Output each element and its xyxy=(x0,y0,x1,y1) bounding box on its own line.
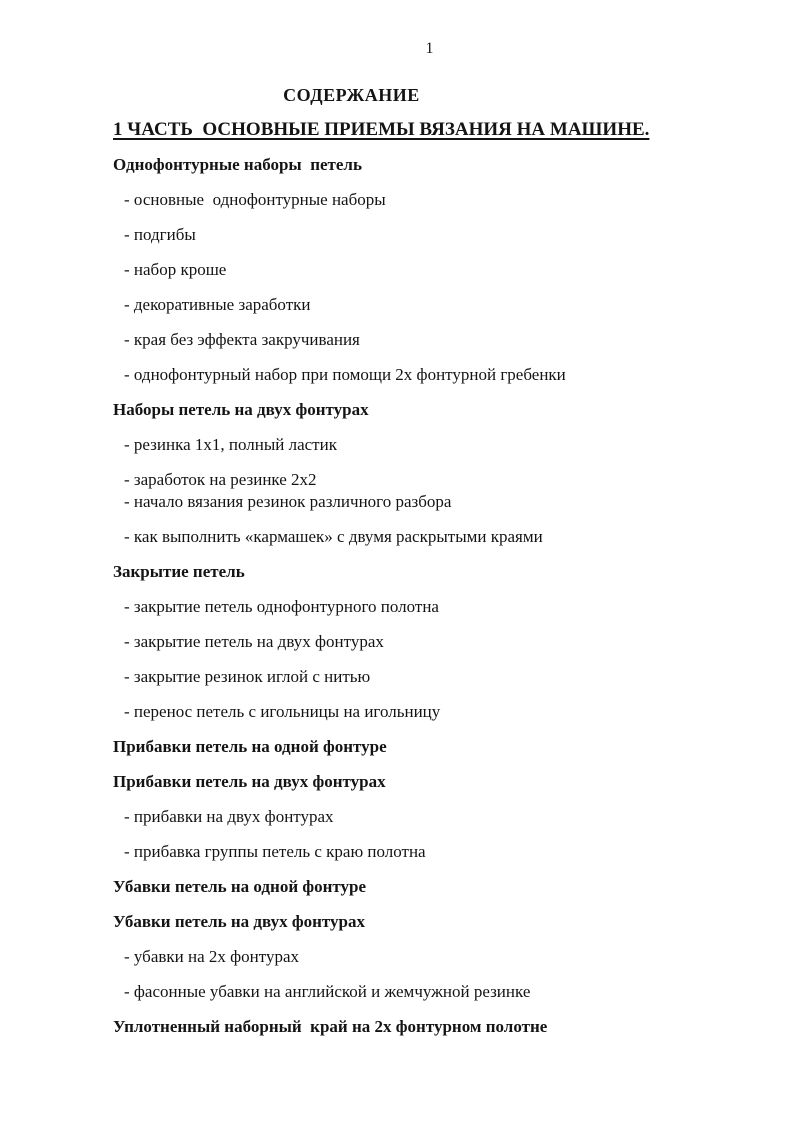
toc-item: - закрытие резинок иглой с нитью xyxy=(124,667,371,686)
section-heading: Однофонтурные наборы петель xyxy=(113,155,362,174)
toc-item: - прибавки на двух фонтурах xyxy=(124,807,334,826)
toc-item: - края без эффекта закручивания xyxy=(124,330,360,349)
toc-item: - подгибы xyxy=(124,225,196,244)
toc-item: - перенос петель с игольницы на игольницу xyxy=(124,702,441,721)
toc-item: - как выполнить «кармашек» с двумя раскрытыми краями xyxy=(124,527,543,546)
toc-item: - прибавка группы петель с краю полотна xyxy=(124,842,426,861)
toc-item: - начало вязания резинок различного разбора xyxy=(124,492,452,511)
document-title: СОДЕРЖАНИЕ xyxy=(283,85,420,105)
section-heading: Прибавки петель на двух фонтурах xyxy=(113,772,386,791)
toc-item: - основные однофонтурные наборы xyxy=(124,190,386,209)
toc-item: - убавки на 2х фонтурах xyxy=(124,947,300,966)
section-heading: Уплотненный наборный край на 2х фонтурном полотне xyxy=(113,1017,548,1036)
section-heading: Убавки петель на двух фонтурах xyxy=(113,912,365,931)
toc-item: - резинка 1х1, полный ластик xyxy=(124,435,337,454)
toc-item: - закрытие петель на двух фонтурах xyxy=(124,632,384,651)
toc-item: - заработок на резинке 2х2 xyxy=(124,470,317,489)
toc-item: - фасонные убавки на английской и жемчужной резинке xyxy=(124,982,531,1001)
section-heading: Прибавки петель на одной фонтуре xyxy=(113,737,387,756)
toc-item: - декоративные заработки xyxy=(124,295,311,314)
section-heading: Убавки петель на одной фонтуре xyxy=(113,877,367,896)
section-heading: Наборы петель на двух фонтурах xyxy=(113,400,369,419)
page-number: 1 xyxy=(425,40,434,57)
toc-item: - набор кроше xyxy=(124,260,227,279)
part-heading: 1 ЧАСТЬ ОСНОВНЫЕ ПРИЕМЫ ВЯЗАНИЯ НА МАШИНЕ. xyxy=(113,119,650,140)
section-heading: Закрытие петель xyxy=(113,562,245,581)
toc-item: - закрытие петель однофонтурного полотна xyxy=(124,597,439,616)
toc-item: - однофонтурный набор при помощи 2х фонтурной гребенки xyxy=(124,365,566,384)
